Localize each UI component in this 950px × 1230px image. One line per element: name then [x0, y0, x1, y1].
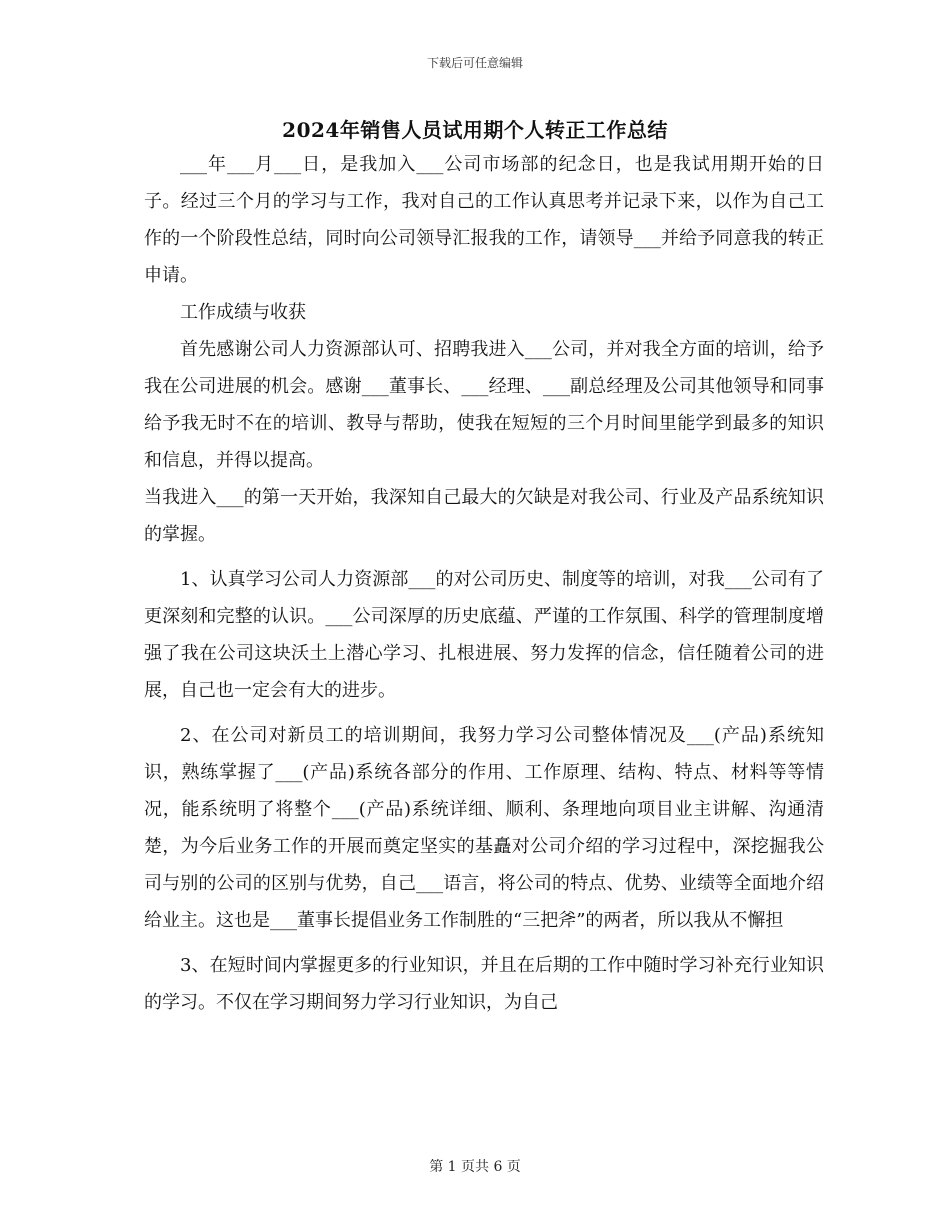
page-number: 第 1 页共 6 页	[429, 1159, 521, 1175]
paragraph-item-3: 3、在短时间内掌握更多的行业知识，并且在后期的工作中随时学习补充行业知识的学习。不仅在学习期间努力学习行业知识，为自己	[144, 955, 824, 1013]
section-heading: 工作成绩与收获	[180, 302, 306, 323]
paragraph-item-1: 1、认真学习公司人力资源部___的对公司历史、制度等的培训，对我___公司有了更深刻和完整的认识。___公司深厚的历史底蕴、严谨的工作氛围、科学的管理制度增强了我在公司这块沃土上潜心学习、扎根进展、努力发挥的信念，信任随着公司的进展，自己也一定会有大的进步。	[144, 569, 824, 701]
paragraph-item-2: 2、在公司对新员工的培训期间，我努力学习公司整体情况及___(产品)系统知识，熟练掌握了___(产品)系统各部分的作用、工作原理、结构、特点、材料等等情况，能系统明了将整个___(产品)系统详细、顺利、条理地向项目业主讲解、沟通清楚，为今后业务工作的开展而奠定坚实的基矗对公司介绍的学习过程中，深挖掘我公司与别的公司的区别与优势，自己___语言，将公司的特点、优势、业绩等全面地介绍给业主。这也是___董事长提倡业务工作制胜的“三把斧”的两者，所以我从不懈担	[144, 725, 824, 931]
paragraph-thanks: 首先感谢公司人力资源部认可、招聘我进入___公司，并对我全方面的培训，给予我在公司进展的机会。感谢___董事长、___经理、___副总经理及公司其他领导和同事给予我无时不在的培训、教导与帮助，使我在短短的三个月时间里能学到最多的知识和信息，并得以提高。	[144, 339, 824, 471]
header-note: 下载后可任意编辑	[426, 56, 523, 70]
paragraph-intro: ___年___月___日，是我加入___公司市场部的纪念日，也是我试用期开始的日子。经过三个月的学习与工作，我对自己的工作认真思考并记录下来，以作为自己工作的一个阶段性总结，同时向公司领导汇报我的工作，请领导___并给予同意我的转正申请。	[144, 154, 824, 286]
document-title: 2024年销售人员试用期个人转正工作总结	[282, 118, 668, 142]
document-body	[144, 146, 824, 1021]
paragraph-first-day: 当我进入___的第一天开始，我深知自己最大的欠缺是对我公司、行业及产品系统知识的掌握。	[144, 487, 824, 545]
